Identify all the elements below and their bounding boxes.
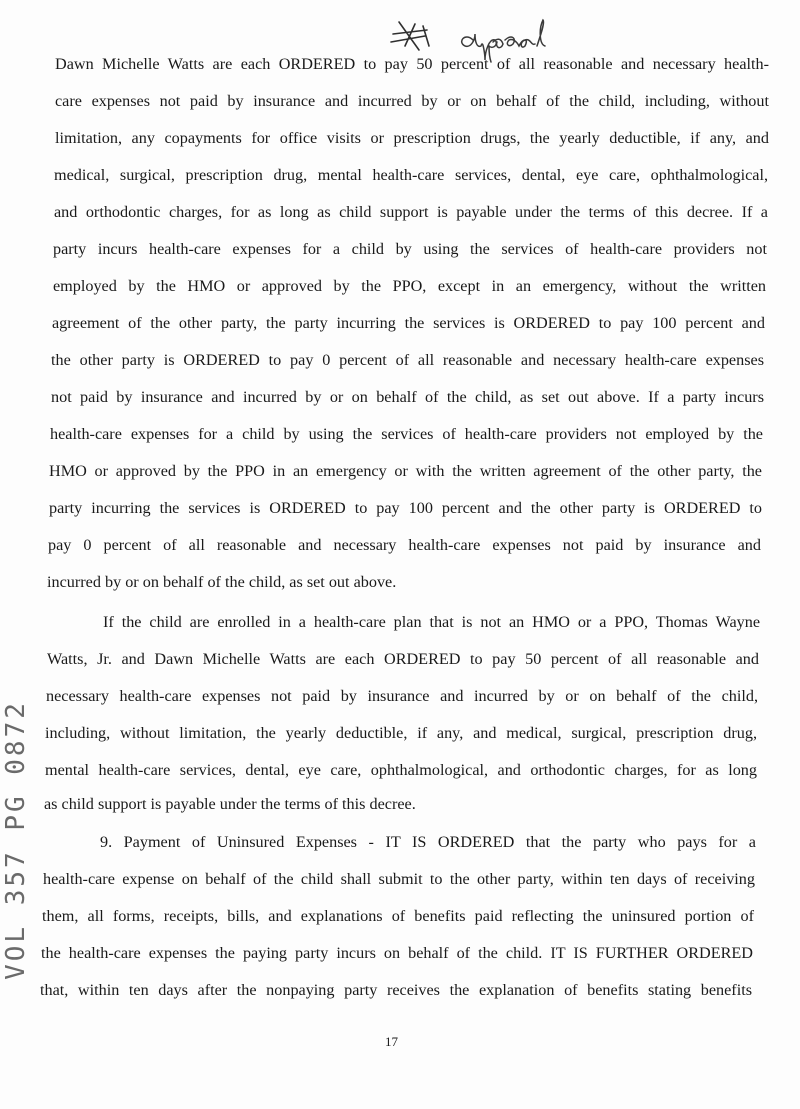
body-line-13: party incurring the services is ORDERED to pay 100 percent and the other party is ORDERED to (49, 499, 762, 517)
volume-page-stamp: VOL 357 PG 0872 (1, 700, 31, 980)
body-line-5: and orthodontic charges, for as long as child support is payable under the terms of this decree. If a (54, 203, 768, 221)
body-line-25: the health-care expenses the paying party incurs on behalf of the child. IT IS FURTHER ORDERED (41, 944, 753, 962)
body-line-22: 9. Payment of Uninsured Expenses - IT IS ORDERED that the party who pays for a (100, 833, 756, 851)
body-line-15: incurred by or on behalf of the child, as set out above. (47, 573, 397, 591)
body-line-4: medical, surgical, prescription drug, mental health-care services, dental, eye care, ophthalmological, (54, 166, 768, 184)
body-line-17: Watts, Jr. and Dawn Michelle Watts are each ORDERED to pay 50 percent of all reasonable and (47, 650, 759, 668)
body-line-12: HMO or approved by the PPO in an emergency or with the written agreement of the other party, the (49, 462, 762, 480)
body-line-16: If the child are enrolled in a health-care plan that is not an HMO or a PPO, Thomas Wayne (103, 613, 760, 631)
body-line-8: agreement of the other party, the party incurring the services is ORDERED to pay 100 percent and (52, 314, 765, 332)
body-line-23: health-care expense on behalf of the child shall submit to the other party, within ten days of receiving (43, 870, 755, 888)
body-line-14: pay 0 percent of all reasonable and necessary health-care expenses not paid by insurance and (48, 536, 761, 554)
body-line-9: the other party is ORDERED to pay 0 percent of all reasonable and necessary health-care expenses (51, 351, 764, 369)
body-line-24: them, all forms, receipts, bills, and explanations of benefits paid reflecting the uninsured portion of (42, 907, 754, 925)
body-line-6: party incurs health-care expenses for a child by using the services of health-care providers not (53, 240, 767, 258)
body-line-7: employed by the HMO or approved by the PPO, except in an emergency, without the written (53, 277, 766, 295)
body-line-20: mental health-care services, dental, eye care, ophthalmological, and orthodontic charges, for as long (45, 761, 757, 779)
body-line-1: Dawn Michelle Watts are each ORDERED to pay 50 percent of all reasonable and necessary health- (55, 55, 769, 73)
body-line-11: health-care expenses for a child by using the services of health-care providers not employed by the (50, 425, 763, 443)
page-number: 17 (385, 1034, 398, 1049)
body-line-21: as child support is payable under the terms of this decree. (44, 795, 416, 813)
body-line-19: including, without limitation, the yearly deductible, if any, and medical, surgical, prescription drug, (45, 724, 757, 742)
body-line-2: care expenses not paid by insurance and incurred by or on behalf of the child, including, without (55, 92, 769, 110)
body-line-10: not paid by insurance and incurred by or on behalf of the child, as set out above. If a party incurs (51, 388, 764, 406)
body-line-18: necessary health-care expenses not paid by insurance and incurred by or on behalf of the child, (46, 687, 758, 705)
body-line-3: limitation, any copayments for office visits or prescription drugs, the yearly deductible, if any, and (55, 129, 769, 147)
body-line-26: that, within ten days after the nonpaying party receives the explanation of benefits stating benefits (40, 981, 752, 999)
